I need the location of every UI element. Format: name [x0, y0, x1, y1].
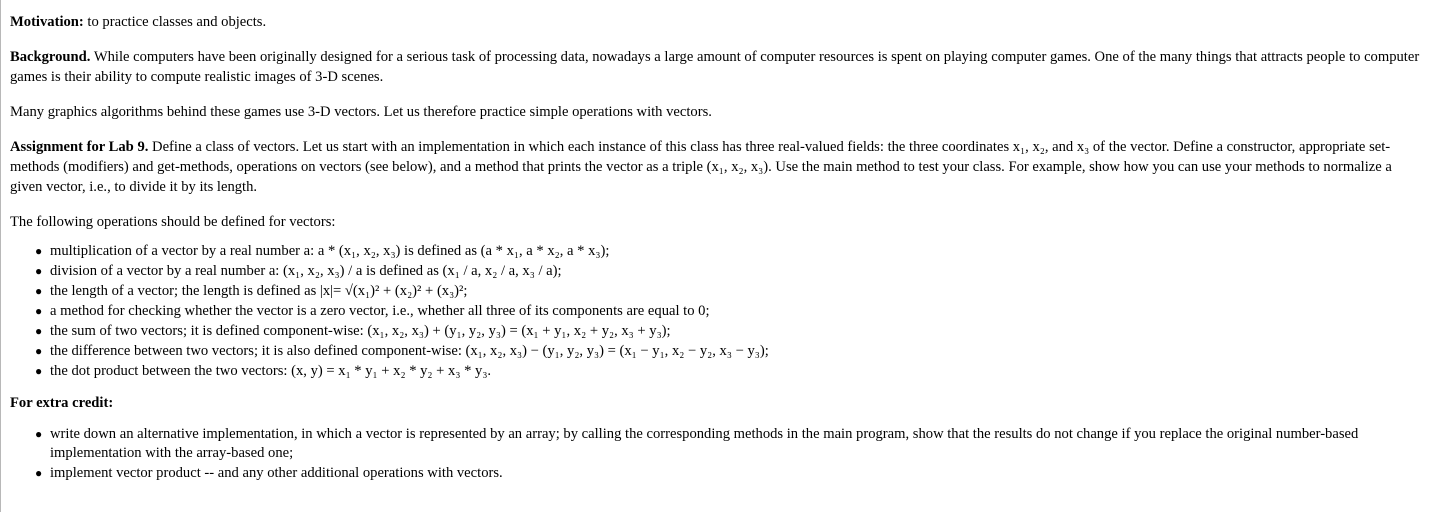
operations-list — [10, 241, 1424, 381]
extra-credit-text: implement vector product -- and any other additional operations with vectors. — [50, 465, 503, 481]
motivation-label: Motivation: — [10, 14, 84, 30]
operations-intro-paragraph: The following operations should be defined for vectors: — [10, 214, 336, 230]
bullet-icon: ● — [35, 324, 43, 338]
background-label: Background. — [10, 49, 91, 65]
operation-text: division of a vector by a real number a: (x₁, x₂, x₃) / a is defined as (x₁ / a, x₂ / a, x₃ / a); — [50, 263, 562, 279]
bullet-icon: ● — [35, 304, 43, 318]
bullet-icon: ● — [35, 344, 43, 358]
operation-text: multiplication of a vector by a real number a: a * (x₁, x₂, x₃) is defined as (a * x₁, a * x₂, a * x₃); — [50, 243, 610, 259]
list-item — [35, 341, 1424, 361]
list-item — [35, 261, 1424, 281]
operation-text: the dot product between the two vectors: (x, y) = x₁ * y₁ + x₂ * y₂ + x₃ * y₃. — [50, 363, 492, 379]
motivation-paragraph — [10, 12, 1424, 32]
list-item — [35, 463, 1424, 483]
extra-credit-label: For extra credit: — [10, 395, 114, 411]
operation-text: the sum of two vectors; it is defined component-wise: (x₁, x₂, x₃) + (y₁, y₂, y₃) = (x₁ + y₁, x₂ + y₂, x₃ + y₃); — [50, 323, 671, 339]
list-item — [35, 321, 1424, 341]
extra-credit-paragraph — [10, 393, 1424, 413]
assignment-text: Define a class of vectors. Let us start with an implementation in which each instance of this class has three real-valued fields: the three coordinates x₁, x₂, and x₃ of the vector. Define a constructor, appropriate set-methods (modifiers) and get-methods, operations on vectors (see below), and a method that prints the vector as a triple (x₁, x₂, x₃). Use the main method to test your class. For example, show how you can use your methods to normalize a given vector, i.e., to divide it by its length. — [10, 139, 1392, 195]
operation-text: the difference between two vectors; it is also defined component-wise: (x₁, x₂, x₃) − (y₁, y₂, y₃) = (x₁ − y₁, x₂ − y₂, x₃ − y₃); — [50, 343, 769, 359]
assignment-label: Assignment for Lab 9. — [10, 139, 149, 155]
bullet-icon: ● — [35, 284, 43, 298]
assignment-paragraph — [10, 137, 1424, 197]
bullet-icon: ● — [35, 466, 43, 480]
bullet-icon: ● — [35, 264, 43, 278]
background-text: While computers have been originally designed for a serious task of processing data, nowadays a large amount of computer resources is spent on playing computer games. One of the many things that attracts people to computer games is their ability to compute realistic images of 3-D scenes. — [10, 49, 1420, 85]
list-item — [35, 281, 1424, 301]
bullet-icon: ● — [35, 364, 43, 378]
operation-text: the length of a vector; the length is defined as |x|= √(x₁)² + (x₂)² + (x₃)²; — [50, 283, 468, 299]
extra-credit-list — [10, 425, 1424, 483]
bullet-icon: ● — [35, 244, 43, 258]
list-item — [35, 241, 1424, 261]
list-item — [35, 361, 1424, 381]
list-item — [35, 301, 1424, 321]
extra-credit-text: write down an alternative implementation, in which a vector is represented by an array; by calling the corresponding methods in the main program, show that the results do not change if you replace the original number-based implementation with the array-based one; — [50, 426, 1359, 461]
motivation-text: to practice classes and objects. — [83, 14, 267, 30]
bullet-icon: ● — [35, 427, 43, 441]
background-paragraph — [10, 47, 1424, 87]
vectors-intro-paragraph: Many graphics algorithms behind these games use 3-D vectors. Let us therefore practice simple operations with vectors. — [10, 104, 712, 120]
operation-text: a method for checking whether the vector is a zero vector, i.e., whether all three of its components are equal to 0; — [50, 303, 710, 319]
list-item — [35, 425, 1424, 463]
